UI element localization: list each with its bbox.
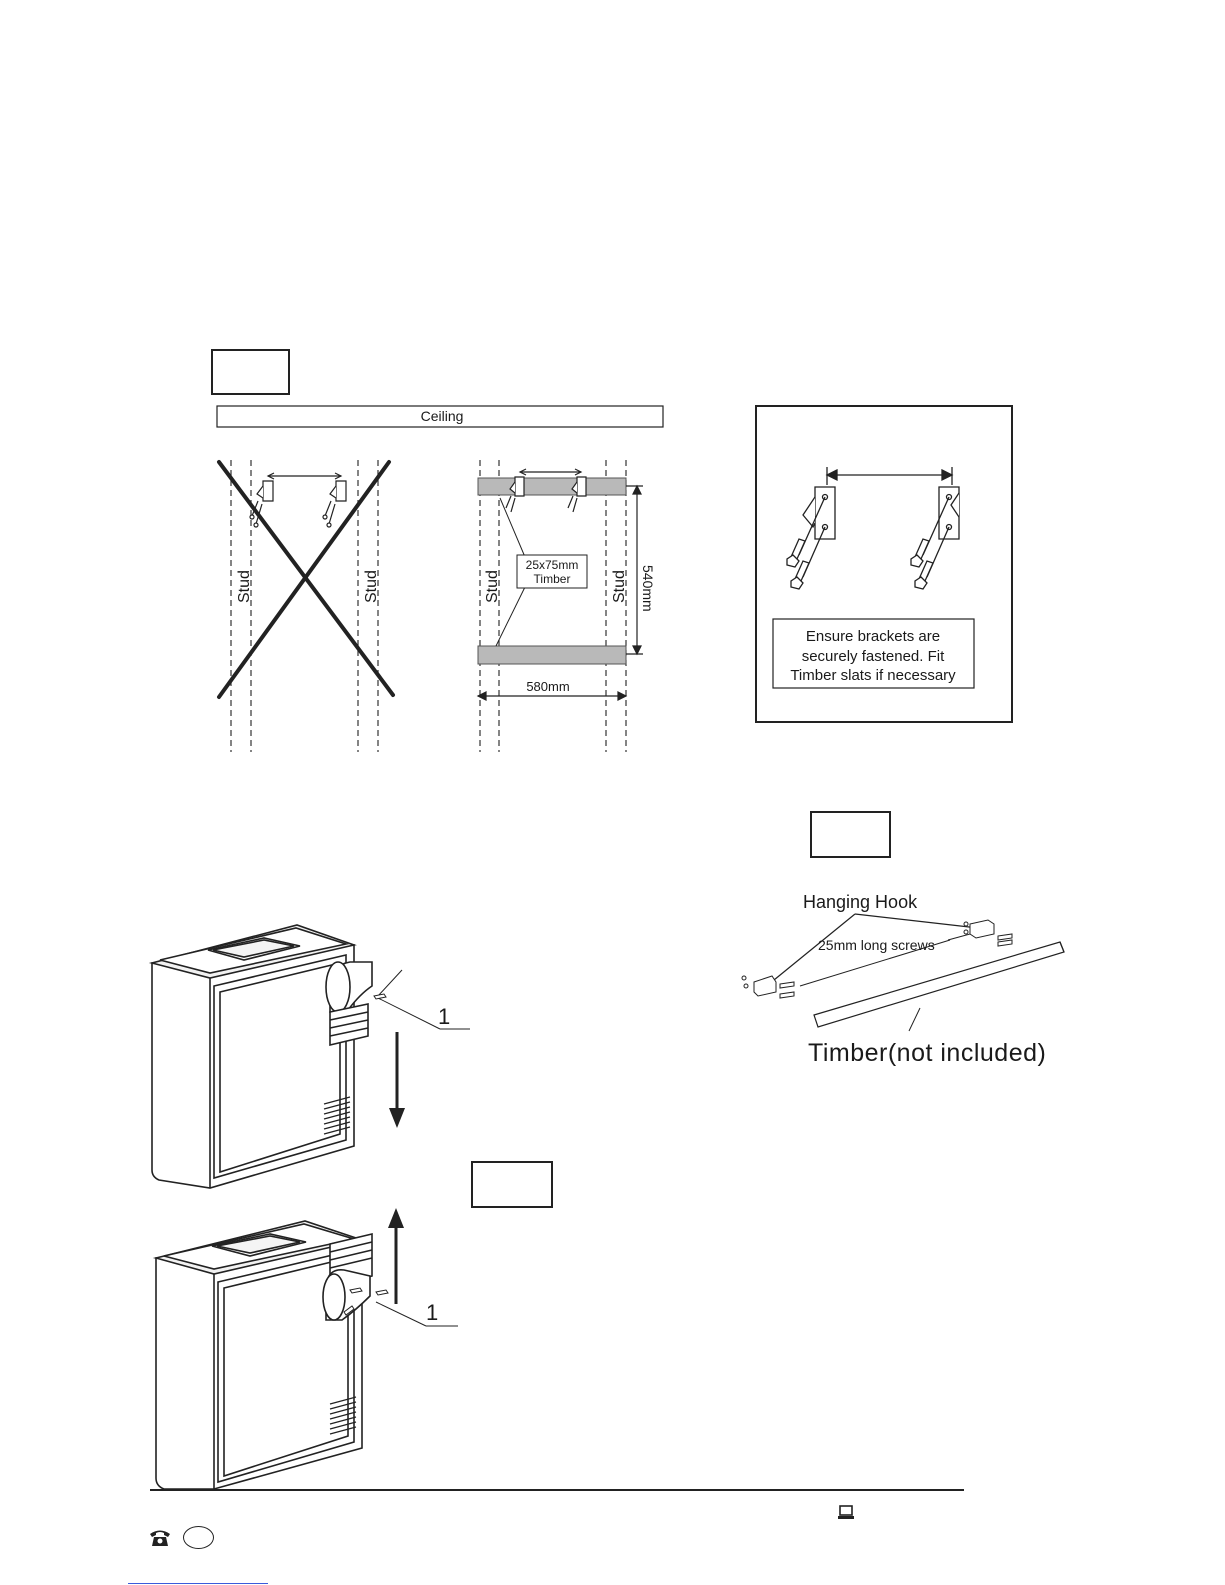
stud-label-right-1: Stud [484,570,501,603]
stud-label-left-2: Stud [363,570,380,603]
timber-callout-line-2: Timber [533,572,571,586]
stud-label-right-2: Stud [611,570,628,603]
callout-number-bottom: 1 [426,1300,439,1325]
timber-callout-line-1: 25x75mm [525,558,579,572]
timber-label: Timber(not included) [808,1039,1047,1067]
callout-number-top: 1 [438,1004,451,1029]
arrow-up-icon [388,1208,404,1228]
width-dimension-label: 580mm [526,679,570,694]
bracket-note-line-1: Ensure brackets are [805,628,941,645]
link-underline [128,1583,268,1584]
arrow-down-icon [389,1108,405,1128]
screws-label: 25mm long screws [818,937,935,953]
hanging-hook-label: Hanging Hook [803,892,918,912]
bracket-note-line-2: securely fastened. Fit [801,648,945,665]
telephone-icon [148,1528,172,1548]
language-oval-badge [183,1526,214,1549]
footer-rule [150,1489,964,1491]
bracket-note-line-3: Timber slats if necessary [790,667,956,684]
ceiling-label: Ceiling [420,408,464,424]
appliance-top [152,925,372,1188]
stud-label-left-1: Stud [236,570,253,603]
computer-icon [837,1505,855,1521]
height-dimension-label: 540mm [640,565,656,612]
appliance-bottom [156,1221,372,1489]
